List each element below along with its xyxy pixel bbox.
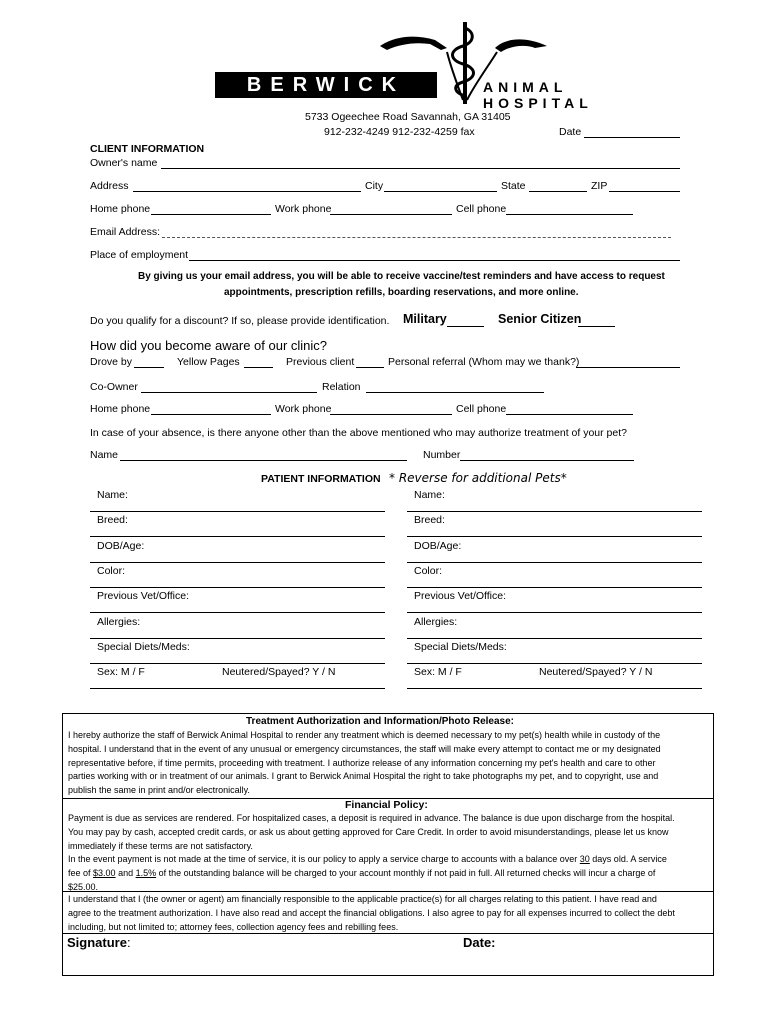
absence-question: In case of your absence, is there anyone other than the above mentioned who may authorize treatment of your pet? xyxy=(90,427,627,439)
relation-label: Relation xyxy=(322,381,361,393)
city-field[interactable] xyxy=(384,191,497,192)
employment-field[interactable] xyxy=(189,260,680,261)
financial-text: Payment is due as services are rendered. For hospitalized cases, a deposit is required in advance. The balance is due upon discharge from the hospital. You may pay by cash, accepted credit cards, or ask us about getting approved for Care Credit. In order to avoid misunderstandings, please let us know immediately if these terms are not satisfactory. In the event payment is not made at the time of service, it is our policy to apply a service charge to accounts with a balance over 30 days old. A service fee of $3.00 and 1.5% of the outstanding balance will be charged to your account monthly if not paid in full. All returned checks will incur a charge of $25.00. xyxy=(68,812,675,895)
date-field[interactable] xyxy=(584,137,680,138)
release-title: Treatment Authorization and Information/Photo Release: xyxy=(246,716,514,727)
release-text: I hereby authorize the staff of Berwick Animal Hospital to render any treatment which is deemed necessary to my pet(s) health while in custody of the hospital. I understand that in the event of any unusual or emergency circumstances, the staff will make every attempt to contact me or my designated representative before, if time permits, proceeding with treatment. I authorize release of any information concerning my pet's health and care to other parties working with or in treatment of our animals. I grant to Berwick Animal Hospital the right to take photographs my pet, and to copyright, use and publish the same in print and/or electronically. xyxy=(68,730,661,796)
email-field[interactable] xyxy=(162,237,671,238)
military-field[interactable] xyxy=(447,326,484,327)
work-phone-field[interactable] xyxy=(330,214,452,215)
signature-field[interactable] xyxy=(140,938,440,970)
work-phone-2-label: Work phone xyxy=(275,403,332,415)
referral-label: Personal referral (Whom may we thank?) xyxy=(388,356,580,368)
patient-2-neutered[interactable]: Neutered/Spayed? Y / N xyxy=(539,666,653,678)
aware-question: How did you become aware of our clinic? xyxy=(90,338,328,353)
referral-field[interactable] xyxy=(576,367,680,368)
address-label: Address xyxy=(90,180,129,192)
clinic-phone: 912-232-4249 912-232-4259 fax xyxy=(324,126,475,138)
authorized-number-field[interactable] xyxy=(460,460,634,461)
patient-2-name-field[interactable] xyxy=(407,511,702,512)
logo-animal-hospital: ANIMAL HOSPITAL xyxy=(483,79,593,111)
patient-2-allergies-field[interactable] xyxy=(407,638,702,639)
patient-1-color-label: Color: xyxy=(97,565,126,577)
relation-field[interactable] xyxy=(366,392,544,393)
owner-name-label: Owner's name xyxy=(90,157,158,169)
employment-label: Place of employment xyxy=(90,249,189,261)
patient-1-vet-field[interactable] xyxy=(90,612,385,613)
cell-phone-2-field[interactable] xyxy=(506,414,633,415)
city-label: City xyxy=(365,180,384,192)
patient-2-sex-field[interactable] xyxy=(407,688,702,689)
patient-2-dob-label: DOB/Age: xyxy=(414,540,462,552)
work-phone-label: Work phone xyxy=(275,203,332,215)
patient-1-breed-label: Breed: xyxy=(97,514,128,526)
cell-phone-2-label: Cell phone xyxy=(456,403,507,415)
military-label: Military xyxy=(403,312,447,326)
logo-berwick: BERWICK xyxy=(215,72,437,98)
co-owner-field[interactable] xyxy=(141,392,317,393)
patient-1-name-field[interactable] xyxy=(90,511,385,512)
client-info-title: CLIENT INFORMATION xyxy=(90,143,205,155)
patient-2-dob-field[interactable] xyxy=(407,562,702,563)
address-field[interactable] xyxy=(133,191,361,192)
patient-1-vet-label: Previous Vet/Office: xyxy=(97,590,190,602)
returned-check-value: $25.00. xyxy=(68,881,99,892)
signature-date-label: Date: xyxy=(463,935,496,950)
patient-1-dob-label: DOB/Age: xyxy=(97,540,145,552)
home-phone-2-label: Home phone xyxy=(90,403,151,415)
patient-1-name-label: Name: xyxy=(97,489,128,501)
patient-1-sex-field[interactable] xyxy=(90,688,385,689)
cell-phone-field[interactable] xyxy=(506,214,633,215)
home-phone-label: Home phone xyxy=(90,203,151,215)
patient-2-vet-field[interactable] xyxy=(407,612,702,613)
patient-1-diets-label: Special Diets/Meds: xyxy=(97,641,190,653)
zip-label: ZIP xyxy=(591,180,608,192)
days-value: 30 xyxy=(579,854,590,865)
owner-name-field[interactable] xyxy=(161,168,680,169)
patient-2-breed-field[interactable] xyxy=(407,536,702,537)
patient-2-color-field[interactable] xyxy=(407,587,702,588)
clinic-address: 5733 Ogeechee Road Savannah, GA 31405 xyxy=(305,111,511,123)
authorized-number-label: Number xyxy=(423,449,461,461)
patient-1-neutered[interactable]: Neutered/Spayed? Y / N xyxy=(222,666,336,678)
patient-2-vet-label: Previous Vet/Office: xyxy=(414,590,507,602)
email-note-line-1: By giving us your email address, you will be able to receive vaccine/test reminders and have access to request xyxy=(138,271,665,282)
signature-date-field[interactable] xyxy=(500,938,700,970)
patient-1-allergies-field[interactable] xyxy=(90,638,385,639)
patient-1-allergies-label: Allergies: xyxy=(97,616,141,628)
authorized-name-label: Name xyxy=(90,449,119,461)
yellow-pages-field[interactable] xyxy=(244,367,273,368)
drove-by-field[interactable] xyxy=(134,367,164,368)
patient-2-color-label: Color: xyxy=(414,565,443,577)
previous-client-field[interactable] xyxy=(356,367,384,368)
agreement-text: I understand that I (the owner or agent) am financially responsible to the applicable practice(s) for all charges relating to this patient. I have read and agree to the treatment authorization. I have also read and accept the financial obligations. I also agree to pay for all expenses incurred to collect the debt including, but not limited to; attorney fees, collection agency fees and rebilling fees. xyxy=(68,894,675,932)
co-owner-label: Co-Owner xyxy=(90,381,138,393)
patient-2-name-label: Name: xyxy=(414,489,445,501)
patient-1-color-field[interactable] xyxy=(90,587,385,588)
signature-label: Signature: xyxy=(67,935,131,950)
previous-client-label: Previous client xyxy=(286,356,355,368)
work-phone-2-field[interactable] xyxy=(330,414,452,415)
email-label: Email Address: xyxy=(90,226,161,238)
home-phone-2-field[interactable] xyxy=(151,414,271,415)
patient-1-diets-field[interactable] xyxy=(90,663,385,664)
financial-title: Financial Policy: xyxy=(345,799,428,811)
patient-2-diets-field[interactable] xyxy=(407,663,702,664)
senior-field[interactable] xyxy=(578,326,615,327)
cell-phone-label: Cell phone xyxy=(456,203,507,215)
financial-divider xyxy=(62,891,713,892)
patient-1-breed-field[interactable] xyxy=(90,536,385,537)
percent-value: 1.5% xyxy=(135,868,157,879)
authorized-name-field[interactable] xyxy=(120,460,407,461)
agreement-divider xyxy=(62,933,713,934)
email-note-line-2: appointments, prescription refills, boarding reservations, and more online. xyxy=(224,287,579,298)
patient-1-sex[interactable]: Sex: M / F xyxy=(97,666,145,678)
state-label: State xyxy=(501,180,526,192)
date-label: Date xyxy=(559,126,582,138)
patient-2-sex[interactable]: Sex: M / F xyxy=(414,666,462,678)
yellow-pages-label: Yellow Pages xyxy=(177,356,240,368)
patient-2-allergies-label: Allergies: xyxy=(414,616,458,628)
patient-2-breed-label: Breed: xyxy=(414,514,445,526)
senior-label: Senior Citizen xyxy=(498,312,582,326)
patient-info-title: PATIENT INFORMATION xyxy=(261,473,381,485)
home-phone-field[interactable] xyxy=(151,214,271,215)
patient-2-diets-label: Special Diets/Meds: xyxy=(414,641,507,653)
fee-value: $3.00 xyxy=(93,868,116,879)
zip-field[interactable] xyxy=(609,191,680,192)
patient-1-dob-field[interactable] xyxy=(90,562,385,563)
discount-question: Do you qualify for a discount? If so, please provide identification. xyxy=(90,315,390,327)
drove-by-label: Drove by xyxy=(90,356,133,368)
state-field[interactable] xyxy=(529,191,587,192)
reverse-note: * Reverse for additional Pets* xyxy=(389,471,567,485)
